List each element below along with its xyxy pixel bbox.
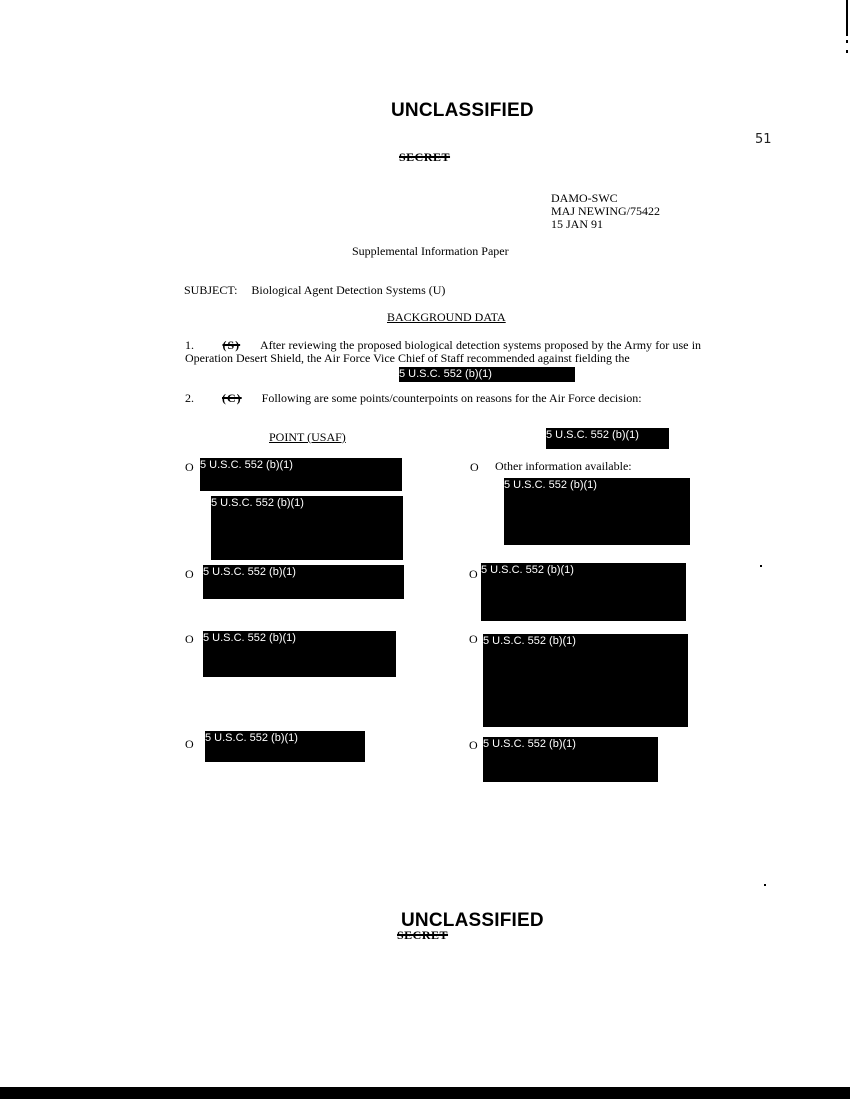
section-heading: BACKGROUND DATA xyxy=(387,310,506,324)
left-bullet-3-redaction: 5 U.S.C. 552 (b)(1) xyxy=(203,631,396,677)
right-bullet-4-redaction: 5 U.S.C. 552 (b)(1) xyxy=(483,737,658,782)
document-title: Supplemental Information Paper xyxy=(352,244,509,258)
right-bullet-2-redaction: 5 U.S.C. 552 (b)(1) xyxy=(481,563,686,621)
top-struck-marking: SECRET xyxy=(399,150,451,164)
left-bullet-1-redaction: 5 U.S.C. 552 (b)(1) xyxy=(200,458,402,491)
left-bullet-3-symbol: O xyxy=(185,632,194,646)
top-classification: UNCLASSIFIED xyxy=(391,100,534,121)
left-bullet-1b-redaction: 5 U.S.C. 552 (b)(1) xyxy=(211,496,403,560)
paragraph-2 xyxy=(185,392,697,405)
office-symbol: DAMO-SWC xyxy=(551,191,618,205)
bottom-classification: UNCLASSIFIED xyxy=(401,910,544,931)
right-bullet-1-text: Other information available: xyxy=(495,459,632,473)
office-officer: MAJ NEWING/75422 xyxy=(551,204,660,218)
scan-edge-dot-1 xyxy=(846,40,848,43)
paragraph-2-marking: (C) xyxy=(222,391,242,405)
scan-edge-dot-2 xyxy=(846,50,848,53)
subject-text: Biological Agent Detection Systems (U) xyxy=(251,283,446,297)
office-date: 15 JAN 91 xyxy=(551,217,604,231)
right-bullet-4-symbol: O xyxy=(469,738,478,752)
paragraph-1 xyxy=(185,339,701,364)
right-bullet-3-symbol: O xyxy=(469,632,478,646)
right-bullet-1-redaction: 5 U.S.C. 552 (b)(1) xyxy=(504,478,690,545)
bottom-struck-marking: SECRET xyxy=(397,928,449,942)
scan-speck-2 xyxy=(764,884,766,886)
left-bullet-2-symbol: O xyxy=(185,567,194,581)
left-bullet-4-symbol: O xyxy=(185,737,194,751)
scan-edge-mark xyxy=(846,0,848,36)
handwritten-page-mark: 51 xyxy=(755,132,772,147)
left-bullet-1-symbol: O xyxy=(185,460,194,474)
office-block xyxy=(551,192,660,231)
right-bullet-3-redaction: 5 U.S.C. 552 (b)(1) xyxy=(483,634,688,727)
paragraph-1-number: 1. xyxy=(185,338,194,352)
paragraph-1-text: After reviewing the proposed biological detection systems proposed by the Army for use in Operation Desert Shield, the Air Force Vice Chief of Staff recommended against fielding the xyxy=(185,338,702,365)
paragraph-1-marking: (S) xyxy=(222,338,241,352)
paragraph-1-redaction: 5 U.S.C. 552 (b)(1) xyxy=(399,367,575,382)
left-bullet-2-redaction: 5 U.S.C. 552 (b)(1) xyxy=(203,565,404,599)
left-column-heading: POINT (USAF) xyxy=(269,430,346,444)
subject-line xyxy=(184,284,445,297)
paragraph-2-number: 2. xyxy=(185,391,194,405)
paragraph-2-text: Following are some points/counterpoints on reasons for the Air Force decision: xyxy=(261,391,642,405)
subject-label: SUBJECT: xyxy=(184,283,238,297)
scan-speck-1 xyxy=(760,565,762,567)
left-bullet-4-redaction: 5 U.S.C. 552 (b)(1) xyxy=(205,731,365,762)
right-bullet-1-symbol: O xyxy=(470,460,479,474)
scan-bottom-bar xyxy=(0,1087,850,1099)
right-column-heading-redaction: 5 U.S.C. 552 (b)(1) xyxy=(546,428,669,449)
right-bullet-2-symbol: O xyxy=(469,567,478,581)
